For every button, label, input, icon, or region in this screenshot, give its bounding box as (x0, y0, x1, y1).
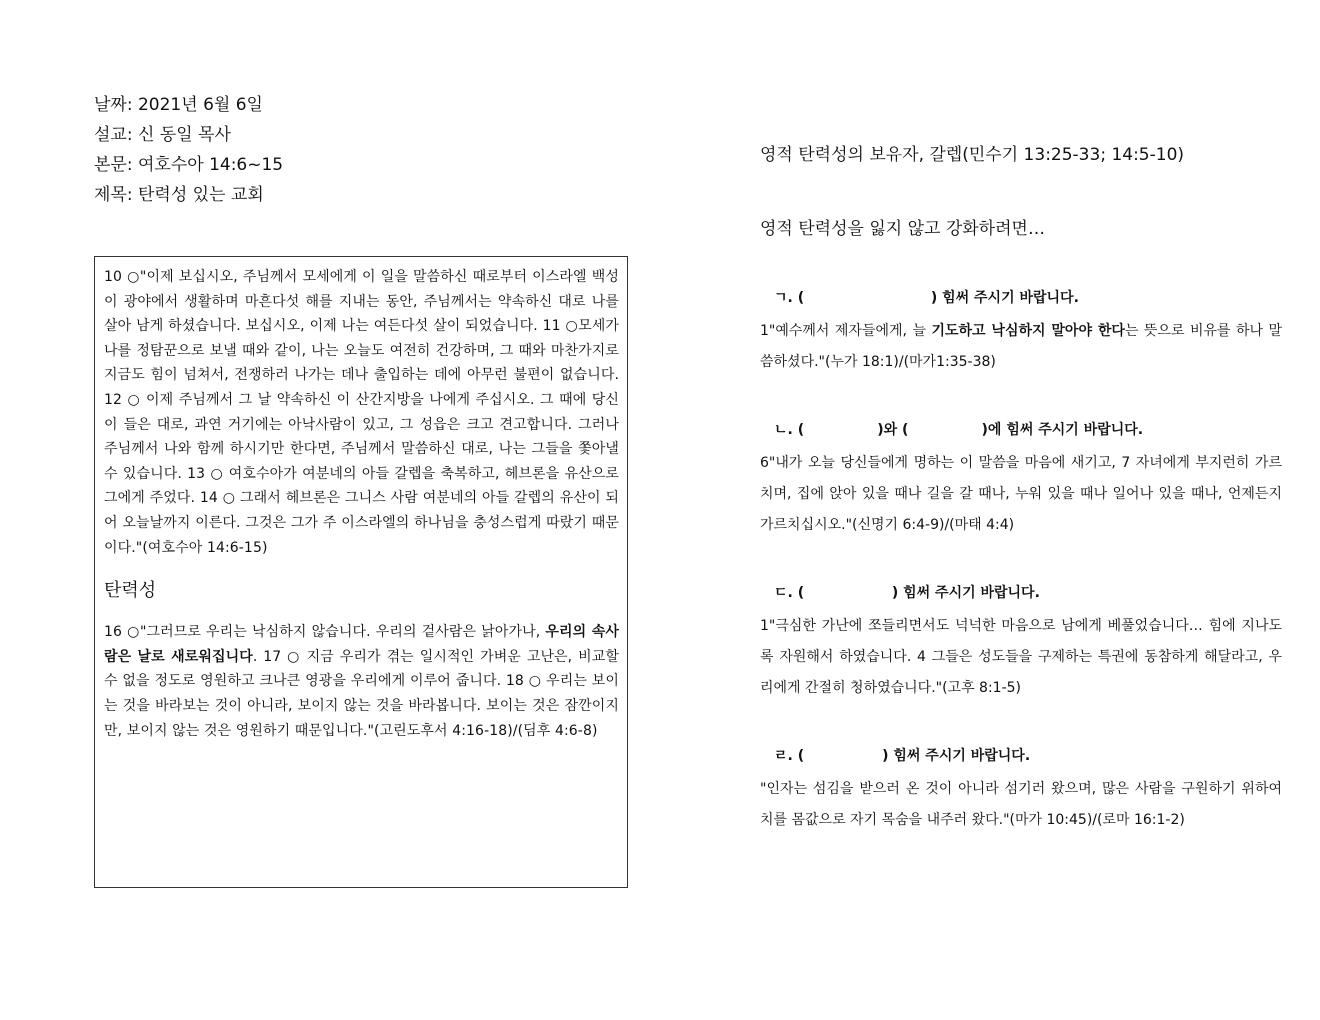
point-heading: ㄹ. ( ) 힘써 주시기 바랍니다. (774, 748, 1031, 764)
point-scripture (760, 448, 1282, 541)
point-text: "인자는 섬김을 받으러 온 것이 아니라 섬기러 왔으며, 많은 사람을 구원하기 위하여 치를 몸값으로 자기 목숨을 내주러 왔다."(마가 10:45)/(로마 16:1-2) (760, 781, 1282, 828)
section-heading: 탄력성 (104, 580, 157, 602)
scripture-passage-corinthians (104, 620, 619, 743)
sermon-text: 본문: 여호수아 14:6~15 (94, 155, 284, 175)
point-text: 6"내가 오늘 당신들에게 명하는 이 말씀을 마음에 새기고, 7 자녀에게 부지런히 가르치며, 집에 앉아 있을 때나 길을 갈 때나, 누워 있을 때나 일어나 있을 때나, 언제든지 가르치십시오."(신명기 6:4-9)/(마태 4:4) (760, 455, 1282, 533)
sermon-subject: 제목: 탄력성 있는 교회 (94, 185, 264, 205)
scripture-passage-joshua: 10 ○"이제 보십시오, 주님께서 모세에게 이 일을 말씀하신 때로부터 이스라엘 백성이 광야에서 생활하며 마흔다섯 해를 지내는 동안, 주님께서는 약속하신 대로 나를 살아 남게 하셨습니다. 보십시오, 이제 나는 여든다섯 살이 되었습니다. 11 ○모세가 나를 정탐꾼으로 보낼 때와 같이, 나는 오늘도 여전히 건강하며, 그 때와 마찬가지로 지금도 힘이 넘쳐서, 전쟁하러 나가는 데나 출입하는 데에 아무런 불편이 없습니다. 12 ○ 이제 주님께서 그 날 약속하신 이 산간지방을 나에게 주십시오. 그 때에 당신이 들은 대로, 과연 거기에는 아낙사람이 있고, 그 성읍은 크고 견고합니다. 그러나 주님께서 나와 함께 하시기만 한다면, 주님께서 말씀하신 대로, 나는 그들을 쫓아낼 수 있습니다. 13 ○ 여호수아가 여분네의 아들 갈렙을 축복하고, 헤브론을 유산으로 그에게 주었다. 14 ○ 그래서 헤브론은 그니스 사람 여분네의 아들 갈렙의 유산이 되어 오늘날까지 이른다. 그것은 그가 주 이스라엘의 하나님을 충성스럽게 따랐기 때문이다."(여호수아 14:6-15) (104, 269, 619, 556)
sermon-date: 날짜: 2021년 6월 6일 (94, 95, 263, 115)
point-scripture (760, 611, 1282, 704)
outline-column (760, 140, 1282, 836)
outline-point (760, 286, 1282, 378)
point-emphasis: 기도하고 낙심하지 말아야 한다 (931, 323, 1125, 339)
point-heading: ㄷ. ( ) 힘써 주시기 바랍니다. (774, 585, 1040, 601)
point-text: 1"예수께서 제자들에게, 늘 (760, 323, 932, 339)
outline-point (760, 744, 1282, 836)
sermon-header (94, 90, 283, 210)
point-scripture (760, 774, 1282, 836)
point-text: 1"극심한 가난에 쪼들리면서도 넉넉한 마음으로 남에게 베풀었습니다… 힘에 지나도록 자원해서 하였습니다. 4 그들은 성도들을 구제하는 특권에 동참하게 해달라고, 우리에게 간절히 청하였습니다."(고후 8:1-5) (760, 618, 1282, 696)
outline-point (760, 581, 1282, 704)
passage-emphasis: 우리의 속사람은 날로 새로워집니다 (104, 624, 619, 665)
outline-point (760, 418, 1282, 541)
point-scripture (760, 316, 1282, 378)
outline-subtitle: 영적 탄력성을 잃지 않고 강화하려면… (760, 219, 1045, 239)
scripture-box (94, 256, 628, 888)
outline-title: 영적 탄력성의 보유자, 갈렙(민수기 13:25-33; 14:5-10) (760, 145, 1185, 165)
point-heading: ㄱ. ( ) 힘써 주시기 바랍니다. (774, 290, 1079, 306)
point-text: 는 뜻으로 비유를 하나 말씀하셨다."(누가 18:1)/(마가1:35-38) (760, 323, 1283, 370)
passage-text: 16 ○"그러므로 우리는 낙심하지 않습니다. 우리의 겉사람은 낡아가나, (104, 624, 546, 641)
passage-text: . 17 ○ 지금 우리가 겪는 일시적인 가벼운 고난은, 비교할 수 없을 정도로 영원하고 크나큰 영광을 우리에게 이루어 줍니다. 18 ○ 우리는 보이는 것을 바라보는 것이 아니라, 보이지 않는 것을 바라봅니다. 보이는 것은 잠깐이지만, 보이지 않는 것은 영원하기 때문입니다."(고린도후서 4:16-18)/(딤후 4:6-8) (104, 648, 619, 739)
sermon-preacher: 설교: 신 동일 목사 (94, 125, 231, 145)
point-heading: ㄴ. ( )와 ( )에 힘써 주시기 바랍니다. (774, 422, 1144, 438)
